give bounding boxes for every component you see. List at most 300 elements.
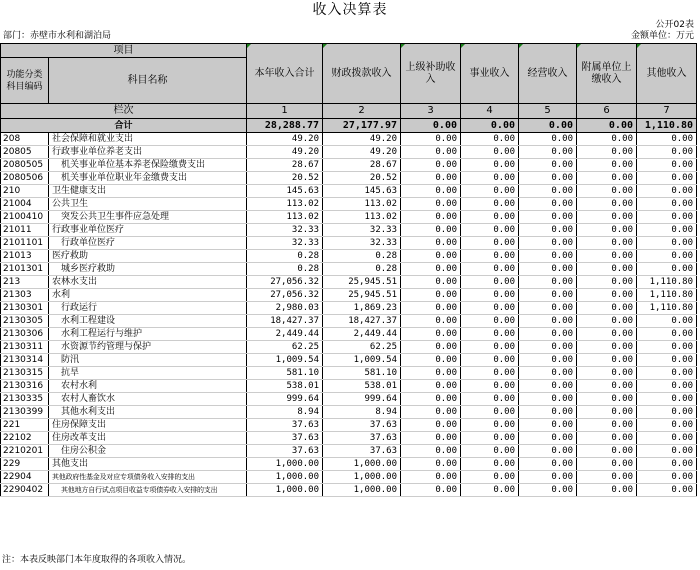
report-title: 收入决算表: [312, 2, 388, 18]
amount-cell: 0.00: [577, 354, 637, 367]
amount-cell: 0.00: [461, 484, 519, 497]
amount-cell: 27,056.32: [247, 289, 323, 302]
subject-code: 2130314: [1, 354, 49, 367]
subject-name: 防汛: [49, 354, 247, 367]
amount-cell: 0.00: [577, 419, 637, 432]
department-label: 部门：赤壁市水利和湖泊局: [3, 31, 112, 41]
amount-cell: 0.00: [519, 419, 577, 432]
total-value: 0.00: [401, 119, 461, 133]
amount-cell: 2,980.03: [247, 302, 323, 315]
amount-cell: 0.00: [401, 315, 461, 328]
table-note: 注：本表反映部门本年度取得的各项收入情况。: [2, 555, 192, 565]
subject-name: 其他水利支出: [49, 406, 247, 419]
amount-cell: 0.00: [461, 159, 519, 172]
amount-cell: 113.02: [247, 211, 323, 224]
amount-cell: 0.00: [637, 341, 697, 354]
table-row: [1, 419, 697, 432]
amount-cell: 0.00: [401, 367, 461, 380]
subject-code: 21011: [1, 224, 49, 237]
amount-cell: 49.20: [247, 146, 323, 159]
amount-cell: 0.00: [461, 458, 519, 471]
subject-name: 公共卫生: [49, 198, 247, 211]
col-operating-header: 经营收入: [519, 44, 577, 104]
amount-cell: 581.10: [247, 367, 323, 380]
total-value: 27,177.97: [323, 119, 401, 133]
amount-cell: 0.00: [637, 237, 697, 250]
table-row: [1, 224, 697, 237]
amount-cell: 0.00: [519, 432, 577, 445]
table-row: [1, 341, 697, 354]
amount-cell: 538.01: [247, 380, 323, 393]
amount-cell: 0.00: [401, 445, 461, 458]
col-affiliated-header: 附属单位上缴收入: [577, 44, 637, 104]
subject-name: 抗旱: [49, 367, 247, 380]
amount-cell: 0.00: [577, 224, 637, 237]
table-row: [1, 484, 697, 497]
amount-cell: 0.00: [461, 419, 519, 432]
amount-cell: 0.00: [519, 380, 577, 393]
amount-cell: 0.00: [461, 393, 519, 406]
subject-name: 水利工程建设: [49, 315, 247, 328]
amount-cell: 2,449.44: [247, 328, 323, 341]
amount-cell: 20.52: [323, 172, 401, 185]
amount-cell: 0.00: [461, 276, 519, 289]
subject-name: 机关事业单位基本养老保险缴费支出: [49, 159, 247, 172]
amount-cell: 8.94: [247, 406, 323, 419]
col-index: 1: [247, 104, 323, 119]
amount-cell: 0.00: [461, 380, 519, 393]
name-header: 科目名称: [49, 58, 247, 104]
amount-cell: 0.00: [401, 224, 461, 237]
table-row: [1, 263, 697, 276]
amount-cell: 0.00: [577, 133, 637, 146]
subject-code: 21004: [1, 198, 49, 211]
amount-cell: 0.00: [519, 250, 577, 263]
amount-cell: 0.00: [577, 172, 637, 185]
total-label: 合计: [1, 119, 247, 133]
amount-cell: 0.00: [519, 406, 577, 419]
amount-cell: 0.00: [637, 146, 697, 159]
table-row: [1, 133, 697, 146]
amount-cell: 0.00: [637, 484, 697, 497]
subject-code: 2100410: [1, 211, 49, 224]
subject-code: 2290402: [1, 484, 49, 497]
subject-code: 21303: [1, 289, 49, 302]
amount-cell: 0.00: [401, 393, 461, 406]
amount-cell: 0.00: [577, 276, 637, 289]
amount-cell: 0.00: [637, 458, 697, 471]
table-row: [1, 172, 697, 185]
total-value: 0.00: [577, 119, 637, 133]
subject-name: 社会保障和就业支出: [49, 133, 247, 146]
amount-cell: 0.00: [637, 471, 697, 484]
amount-cell: 49.20: [323, 133, 401, 146]
col-business-header: 事业收入: [461, 44, 519, 104]
table-row: [1, 250, 697, 263]
table-row: [1, 289, 697, 302]
amount-cell: 0.00: [401, 198, 461, 211]
subject-name: 行政运行: [49, 302, 247, 315]
amount-cell: 0.00: [577, 146, 637, 159]
row-index-label: 栏次: [1, 104, 247, 119]
amount-cell: 0.00: [461, 406, 519, 419]
amount-cell: 145.63: [323, 185, 401, 198]
amount-cell: 0.00: [577, 263, 637, 276]
amount-cell: 2,449.44: [323, 328, 401, 341]
amount-cell: 0.00: [577, 250, 637, 263]
amount-cell: 0.00: [577, 393, 637, 406]
subject-code: 213: [1, 276, 49, 289]
amount-cell: 0.00: [461, 263, 519, 276]
amount-cell: 0.00: [519, 341, 577, 354]
amount-cell: 1,000.00: [247, 471, 323, 484]
subject-name: 水利: [49, 289, 247, 302]
amount-cell: 581.10: [323, 367, 401, 380]
subject-name: 水利工程运行与维护: [49, 328, 247, 341]
amount-cell: 0.00: [519, 445, 577, 458]
subject-name: 住房公积金: [49, 445, 247, 458]
subject-code: 2130305: [1, 315, 49, 328]
col-total-header: 本年收入合计: [247, 44, 323, 104]
amount-cell: 0.00: [461, 471, 519, 484]
subject-name: 行政单位医疗: [49, 237, 247, 250]
total-value: 0.00: [519, 119, 577, 133]
revenue-table: [0, 43, 697, 497]
table-row: [1, 406, 697, 419]
amount-cell: 0.00: [519, 276, 577, 289]
subject-code: 2130315: [1, 367, 49, 380]
subject-name: 住房保障支出: [49, 419, 247, 432]
amount-cell: 0.00: [519, 172, 577, 185]
amount-cell: 0.00: [637, 419, 697, 432]
amount-cell: 0.00: [519, 484, 577, 497]
subject-code: 221: [1, 419, 49, 432]
amount-cell: 32.33: [323, 237, 401, 250]
subject-name: 住房改革支出: [49, 432, 247, 445]
amount-cell: 0.00: [577, 328, 637, 341]
subject-code: 2080506: [1, 172, 49, 185]
table-row: [1, 367, 697, 380]
amount-cell: 0.00: [637, 159, 697, 172]
amount-cell: 28.67: [323, 159, 401, 172]
amount-cell: 0.00: [519, 133, 577, 146]
project-header: 项目: [1, 44, 247, 58]
amount-cell: 0.00: [401, 211, 461, 224]
amount-cell: 0.28: [323, 263, 401, 276]
subject-name: 其他支出: [49, 458, 247, 471]
subject-code: 2130306: [1, 328, 49, 341]
amount-cell: 0.00: [519, 328, 577, 341]
amount-cell: 0.00: [461, 237, 519, 250]
amount-cell: 18,427.37: [247, 315, 323, 328]
amount-cell: 1,110.80: [637, 289, 697, 302]
subject-name: 其他地方自行试点项目收益专项债券收入安排的支出: [49, 484, 247, 497]
subject-code: 2080505: [1, 159, 49, 172]
amount-cell: 0.00: [637, 211, 697, 224]
amount-cell: 0.00: [401, 302, 461, 315]
subject-name: 农村人畜饮水: [49, 393, 247, 406]
amount-cell: 0.00: [461, 315, 519, 328]
amount-cell: 28.67: [247, 159, 323, 172]
amount-cell: 0.00: [637, 328, 697, 341]
subject-code: 2130399: [1, 406, 49, 419]
amount-cell: 0.00: [401, 328, 461, 341]
table-row: [1, 211, 697, 224]
col-other-header: 其他收入: [637, 44, 697, 104]
amount-cell: 37.63: [247, 419, 323, 432]
amount-cell: 0.00: [401, 289, 461, 302]
amount-cell: 1,110.80: [637, 302, 697, 315]
amount-cell: 0.00: [637, 198, 697, 211]
subject-name: 卫生健康支出: [49, 185, 247, 198]
amount-cell: 0.00: [637, 133, 697, 146]
total-value: 28,288.77: [247, 119, 323, 133]
amount-cell: 18,427.37: [323, 315, 401, 328]
amount-cell: 0.00: [401, 354, 461, 367]
amount-cell: 0.28: [247, 263, 323, 276]
unit-label: 金额单位：万元: [630, 31, 694, 41]
subject-name: 突发公共卫生事件应急处理: [49, 211, 247, 224]
table-row: [1, 146, 697, 159]
col-index: 2: [323, 104, 401, 119]
amount-cell: 0.00: [519, 159, 577, 172]
subject-code: 208: [1, 133, 49, 146]
amount-cell: 0.00: [637, 406, 697, 419]
amount-cell: 0.00: [577, 445, 637, 458]
subject-name: 机关事业单位职业年金缴费支出: [49, 172, 247, 185]
table-row: [1, 354, 697, 367]
amount-cell: 0.00: [519, 224, 577, 237]
amount-cell: 8.94: [323, 406, 401, 419]
amount-cell: 1,000.00: [323, 484, 401, 497]
subject-code: 20805: [1, 146, 49, 159]
amount-cell: 0.00: [461, 302, 519, 315]
amount-cell: 0.00: [577, 198, 637, 211]
amount-cell: 0.00: [577, 237, 637, 250]
amount-cell: 0.00: [401, 133, 461, 146]
subject-code: 2130335: [1, 393, 49, 406]
subject-code: 229: [1, 458, 49, 471]
amount-cell: 0.00: [401, 484, 461, 497]
amount-cell: 37.63: [323, 445, 401, 458]
amount-cell: 999.64: [323, 393, 401, 406]
amount-cell: 113.02: [323, 198, 401, 211]
amount-cell: 0.00: [637, 445, 697, 458]
amount-cell: 0.00: [461, 198, 519, 211]
amount-cell: 0.00: [519, 458, 577, 471]
amount-cell: 0.00: [401, 471, 461, 484]
table-row: [1, 185, 697, 198]
amount-cell: 0.00: [461, 133, 519, 146]
amount-cell: 62.25: [247, 341, 323, 354]
amount-cell: 0.00: [461, 445, 519, 458]
amount-cell: 0.00: [577, 380, 637, 393]
subject-code: 2210201: [1, 445, 49, 458]
amount-cell: 0.00: [637, 224, 697, 237]
amount-cell: 0.00: [519, 289, 577, 302]
amount-cell: 0.00: [577, 471, 637, 484]
col-index: 3: [401, 104, 461, 119]
subject-code: 22904: [1, 471, 49, 484]
subject-code: 2130316: [1, 380, 49, 393]
amount-cell: 1,110.80: [637, 276, 697, 289]
subject-name: 城乡医疗救助: [49, 263, 247, 276]
amount-cell: 0.00: [519, 302, 577, 315]
amount-cell: 0.00: [461, 211, 519, 224]
amount-cell: 0.00: [401, 380, 461, 393]
subject-name: 其他政府性基金及对应专项债务收入安排的支出: [49, 471, 247, 484]
col-upper-header: 上级补助收入: [401, 44, 461, 104]
amount-cell: 0.00: [519, 211, 577, 224]
amount-cell: 0.28: [247, 250, 323, 263]
amount-cell: 1,000.00: [323, 471, 401, 484]
amount-cell: 113.02: [247, 198, 323, 211]
amount-cell: 0.00: [461, 172, 519, 185]
amount-cell: 0.00: [577, 432, 637, 445]
amount-cell: 0.00: [461, 341, 519, 354]
subject-name: 水资源节约管理与保护: [49, 341, 247, 354]
total-value: 0.00: [461, 119, 519, 133]
table-row: [1, 432, 697, 445]
subject-code: 21013: [1, 250, 49, 263]
amount-cell: 0.00: [637, 393, 697, 406]
amount-cell: 0.00: [519, 146, 577, 159]
col-index: 4: [461, 104, 519, 119]
amount-cell: 0.00: [577, 185, 637, 198]
amount-cell: 0.00: [577, 315, 637, 328]
table-row: [1, 458, 697, 471]
amount-cell: 49.20: [323, 146, 401, 159]
subject-code: 2101301: [1, 263, 49, 276]
amount-cell: 1,000.00: [323, 458, 401, 471]
form-number: 公开02表: [655, 20, 694, 30]
amount-cell: 0.00: [401, 237, 461, 250]
table-row: [1, 471, 697, 484]
subject-code: 2130311: [1, 341, 49, 354]
amount-cell: 113.02: [323, 211, 401, 224]
amount-cell: 0.00: [637, 263, 697, 276]
amount-cell: 538.01: [323, 380, 401, 393]
amount-cell: 0.00: [577, 458, 637, 471]
amount-cell: 0.00: [461, 328, 519, 341]
amount-cell: 0.00: [401, 250, 461, 263]
amount-cell: 49.20: [247, 133, 323, 146]
amount-cell: 20.52: [247, 172, 323, 185]
amount-cell: 0.00: [461, 250, 519, 263]
amount-cell: 0.00: [401, 146, 461, 159]
amount-cell: 37.63: [323, 419, 401, 432]
table-row: [1, 315, 697, 328]
amount-cell: 0.00: [461, 289, 519, 302]
amount-cell: 0.00: [637, 367, 697, 380]
amount-cell: 0.00: [577, 367, 637, 380]
amount-cell: 0.00: [401, 419, 461, 432]
subject-name: 农村水利: [49, 380, 247, 393]
amount-cell: 0.00: [577, 341, 637, 354]
amount-cell: 0.00: [401, 432, 461, 445]
table-row: [1, 445, 697, 458]
subject-code: 22102: [1, 432, 49, 445]
code-header: 功能分类 科目编码: [1, 58, 49, 104]
amount-cell: 0.00: [519, 471, 577, 484]
amount-cell: 32.33: [247, 237, 323, 250]
amount-cell: 145.63: [247, 185, 323, 198]
amount-cell: 0.00: [401, 458, 461, 471]
amount-cell: 0.00: [461, 354, 519, 367]
amount-cell: 0.00: [519, 263, 577, 276]
amount-cell: 37.63: [323, 432, 401, 445]
amount-cell: 0.00: [637, 354, 697, 367]
amount-cell: 32.33: [323, 224, 401, 237]
subject-name: 医疗救助: [49, 250, 247, 263]
amount-cell: 0.00: [577, 289, 637, 302]
amount-cell: 0.00: [519, 198, 577, 211]
col-index: 5: [519, 104, 577, 119]
amount-cell: 999.64: [247, 393, 323, 406]
amount-cell: 0.00: [401, 263, 461, 276]
amount-cell: 0.00: [577, 406, 637, 419]
amount-cell: 0.00: [519, 367, 577, 380]
amount-cell: 0.00: [461, 224, 519, 237]
amount-cell: 1,000.00: [247, 458, 323, 471]
table-row: [1, 276, 697, 289]
amount-cell: 0.00: [637, 172, 697, 185]
amount-cell: 0.00: [637, 250, 697, 263]
amount-cell: 0.00: [401, 341, 461, 354]
amount-cell: 0.00: [461, 185, 519, 198]
col-fiscal-header: 财政拨款收入: [323, 44, 401, 104]
amount-cell: 25,945.51: [323, 289, 401, 302]
table-row: [1, 237, 697, 250]
amount-cell: 0.00: [461, 432, 519, 445]
amount-cell: 0.00: [401, 406, 461, 419]
amount-cell: 1,869.23: [323, 302, 401, 315]
amount-cell: 0.00: [637, 380, 697, 393]
amount-cell: 0.00: [519, 315, 577, 328]
amount-cell: 0.00: [577, 302, 637, 315]
table-row: [1, 198, 697, 211]
amount-cell: 0.00: [577, 159, 637, 172]
amount-cell: 25,945.51: [323, 276, 401, 289]
amount-cell: 1,000.00: [247, 484, 323, 497]
amount-cell: 0.00: [519, 393, 577, 406]
subject-code: 210: [1, 185, 49, 198]
subject-name: 行政事业单位医疗: [49, 224, 247, 237]
amount-cell: 1,009.54: [247, 354, 323, 367]
subject-name: 行政事业单位养老支出: [49, 146, 247, 159]
table-row: [1, 159, 697, 172]
amount-cell: 27,056.32: [247, 276, 323, 289]
col-index: 7: [637, 104, 697, 119]
amount-cell: 62.25: [323, 341, 401, 354]
amount-cell: 0.00: [637, 185, 697, 198]
table-row: [1, 380, 697, 393]
subject-name: 农林水支出: [49, 276, 247, 289]
amount-cell: 37.63: [247, 432, 323, 445]
amount-cell: 0.00: [519, 237, 577, 250]
amount-cell: 0.00: [519, 185, 577, 198]
subject-code: 2101101: [1, 237, 49, 250]
amount-cell: 0.00: [461, 146, 519, 159]
amount-cell: 0.00: [401, 172, 461, 185]
table-row: [1, 393, 697, 406]
amount-cell: 0.00: [401, 276, 461, 289]
amount-cell: 0.00: [519, 354, 577, 367]
amount-cell: 1,009.54: [323, 354, 401, 367]
amount-cell: 37.63: [247, 445, 323, 458]
table-row: [1, 302, 697, 315]
amount-cell: 0.00: [401, 185, 461, 198]
